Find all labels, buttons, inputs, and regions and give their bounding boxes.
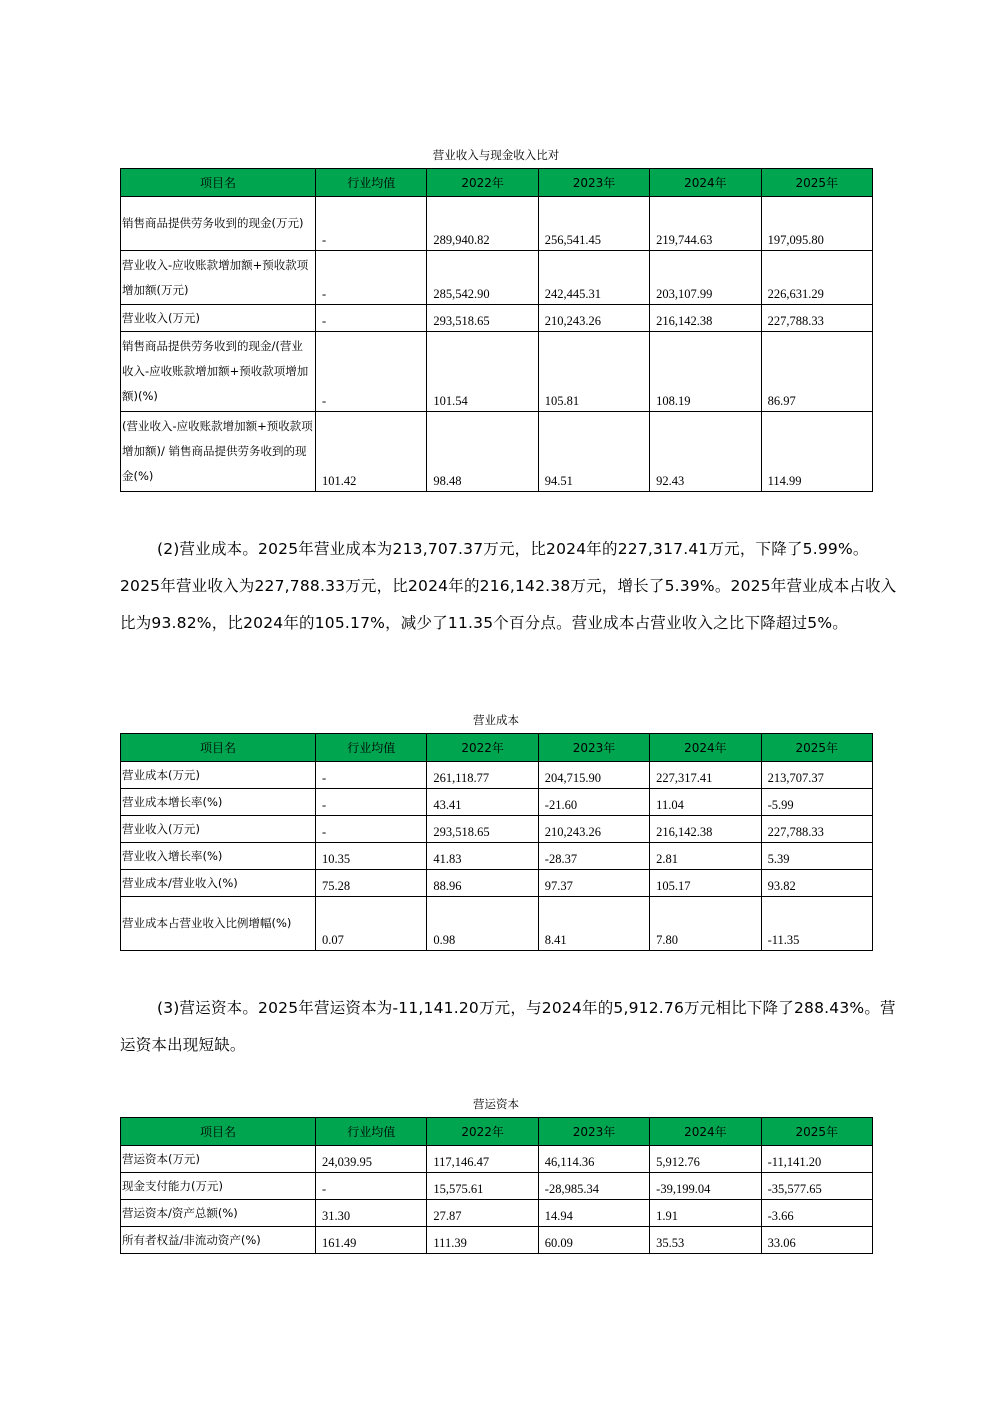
table-cell: 289,940.82 — [427, 197, 538, 251]
revenue-cash-table — [120, 168, 873, 492]
row-label: 营业收入-应收账款增加额+预收款项增加额(万元) — [121, 251, 316, 305]
table-cell: 210,243.26 — [538, 305, 649, 332]
table-cell: 216,142.38 — [650, 816, 761, 843]
table-cell: - — [316, 789, 427, 816]
table-row — [121, 897, 873, 951]
column-header: 2022年 — [427, 1118, 538, 1146]
table-cell: 35.53 — [650, 1227, 761, 1254]
table2-caption: 营业成本 — [473, 713, 519, 727]
table-cell: 114.99 — [761, 412, 872, 492]
row-label: 所有者权益/非流动资产(%) — [121, 1227, 316, 1254]
table-cell: 33.06 — [761, 1227, 872, 1254]
table-cell: 93.82 — [761, 870, 872, 897]
column-header: 项目名 — [121, 169, 316, 197]
table-cell: 75.28 — [316, 870, 427, 897]
column-header: 2023年 — [538, 169, 649, 197]
paragraph-operating-cost — [120, 531, 900, 642]
column-header: 2022年 — [427, 169, 538, 197]
table-row — [121, 305, 873, 332]
column-header: 项目名 — [121, 734, 316, 762]
table-cell: 101.42 — [316, 412, 427, 492]
table-cell: 0.98 — [427, 897, 538, 951]
row-label: 销售商品提供劳务收到的现金(万元) — [121, 197, 316, 251]
table-cell: 10.35 — [316, 843, 427, 870]
table-cell: 8.41 — [538, 897, 649, 951]
table-cell: 226,631.29 — [761, 251, 872, 305]
table-cell: 27.87 — [427, 1200, 538, 1227]
header-row — [121, 1118, 873, 1146]
table-cell: 213,707.37 — [761, 762, 872, 789]
column-header: 2023年 — [538, 1118, 649, 1146]
table-cell: 98.48 — [427, 412, 538, 492]
row-label: 营业成本/营业收入(%) — [121, 870, 316, 897]
table-cell: 5.39 — [761, 843, 872, 870]
table-cell: 216,142.38 — [650, 305, 761, 332]
row-label: (营业收入-应收账款增加额+预收款项增加额)/ 销售商品提供劳务收到的现金(%) — [121, 412, 316, 492]
column-header: 2025年 — [761, 734, 872, 762]
table-cell: 293,518.65 — [427, 305, 538, 332]
column-header: 2024年 — [650, 169, 761, 197]
column-header: 2025年 — [761, 1118, 872, 1146]
table-cell: 24,039.95 — [316, 1146, 427, 1173]
table-row — [121, 251, 873, 305]
table-cell: 227,317.41 — [650, 762, 761, 789]
table-row — [121, 332, 873, 412]
table-cell: 285,542.90 — [427, 251, 538, 305]
row-label: 营业成本(万元) — [121, 762, 316, 789]
table-cell: 46,114.36 — [538, 1146, 649, 1173]
table-cell: 86.97 — [761, 332, 872, 412]
table-cell: -21.60 — [538, 789, 649, 816]
table-cell: 88.96 — [427, 870, 538, 897]
table-row — [121, 870, 873, 897]
row-label: 营运资本(万元) — [121, 1146, 316, 1173]
table-row — [121, 789, 873, 816]
table-row — [121, 816, 873, 843]
table-cell: 261,118.77 — [427, 762, 538, 789]
table-cell: -39,199.04 — [650, 1173, 761, 1200]
table-cell: -35,577.65 — [761, 1173, 872, 1200]
row-label: 营业成本占营业收入比例增幅(%) — [121, 897, 316, 951]
table-cell: 108.19 — [650, 332, 761, 412]
table-cell: 31.30 — [316, 1200, 427, 1227]
table-cell: -3.66 — [761, 1200, 872, 1227]
working-capital-table — [120, 1117, 873, 1254]
table-cell: -5.99 — [761, 789, 872, 816]
table-cell: 227,788.33 — [761, 305, 872, 332]
column-header: 2023年 — [538, 734, 649, 762]
table-cell: 210,243.26 — [538, 816, 649, 843]
column-header: 2024年 — [650, 1118, 761, 1146]
table1-caption: 营业收入与现金收入比对 — [432, 148, 560, 162]
column-header: 行业均值 — [316, 169, 427, 197]
table-row — [121, 197, 873, 251]
table-cell: 1.91 — [650, 1200, 761, 1227]
table-cell: 117,146.47 — [427, 1146, 538, 1173]
column-header: 2024年 — [650, 734, 761, 762]
table-cell: 15,575.61 — [427, 1173, 538, 1200]
table-cell: - — [316, 762, 427, 789]
row-label: 营运资本/资产总额(%) — [121, 1200, 316, 1227]
table-cell: 204,715.90 — [538, 762, 649, 789]
table-cell: 94.51 — [538, 412, 649, 492]
table-cell: -28,985.34 — [538, 1173, 649, 1200]
paragraph-working-capital-text: (3)营运资本。2025年营运资本为-11,141.20万元，与2024年的5,912.76万元相比下降了288.43%。营运资本出现短缺。 — [120, 999, 896, 1054]
table-row — [121, 1200, 873, 1227]
row-label: 营业收入(万元) — [121, 816, 316, 843]
table-cell: 111.39 — [427, 1227, 538, 1254]
paragraph-working-capital — [120, 990, 900, 1064]
table-row — [121, 1173, 873, 1200]
table-cell: 105.81 — [538, 332, 649, 412]
row-label: 营业成本增长率(%) — [121, 789, 316, 816]
table-cell: 105.17 — [650, 870, 761, 897]
column-header: 项目名 — [121, 1118, 316, 1146]
column-header: 行业均值 — [316, 1118, 427, 1146]
operating-cost-table — [120, 733, 873, 951]
table-row — [121, 843, 873, 870]
table-row — [121, 412, 873, 492]
table-cell: 41.83 — [427, 843, 538, 870]
table-cell: 92.43 — [650, 412, 761, 492]
table-cell: 203,107.99 — [650, 251, 761, 305]
table-cell: 161.49 — [316, 1227, 427, 1254]
table-cell: 97.37 — [538, 870, 649, 897]
column-header: 2025年 — [761, 169, 872, 197]
table-cell: 256,541.45 — [538, 197, 649, 251]
column-header: 2022年 — [427, 734, 538, 762]
table-cell: 101.54 — [427, 332, 538, 412]
table-cell: 293,518.65 — [427, 816, 538, 843]
table-cell: 219,744.63 — [650, 197, 761, 251]
table-cell: 11.04 — [650, 789, 761, 816]
table-cell: 242,445.31 — [538, 251, 649, 305]
table-row — [121, 762, 873, 789]
table-cell: 227,788.33 — [761, 816, 872, 843]
header-row — [121, 734, 873, 762]
table-cell: - — [316, 197, 427, 251]
table3-caption: 营运资本 — [473, 1097, 519, 1111]
table-cell: 7.80 — [650, 897, 761, 951]
table-cell: 60.09 — [538, 1227, 649, 1254]
paragraph-operating-cost-text: (2)营业成本。2025年营业成本为213,707.37万元，比2024年的227,317.41万元，下降了5.99%。2025年营业收入为227,788.33万元，比2024年的216,142.38万元，增长了5.39%。2025年营业成本占收入比为93.82%，比2024年的105.17%，减少了11.35个百分点。营业成本占营业收入之比下降超过5%。 — [120, 540, 897, 632]
header-row — [121, 169, 873, 197]
row-label: 营业收入增长率(%) — [121, 843, 316, 870]
table-cell: 14.94 — [538, 1200, 649, 1227]
row-label: 现金支付能力(万元) — [121, 1173, 316, 1200]
table-cell: 2.81 — [650, 843, 761, 870]
table-cell: 197,095.80 — [761, 197, 872, 251]
row-label: 销售商品提供劳务收到的现金/(营业收入-应收账款增加额+预收款项增加额)(%) — [121, 332, 316, 412]
row-label: 营业收入(万元) — [121, 305, 316, 332]
table-cell: 43.41 — [427, 789, 538, 816]
table-cell: -28.37 — [538, 843, 649, 870]
table-cell: - — [316, 251, 427, 305]
table-row — [121, 1146, 873, 1173]
table-cell: - — [316, 1173, 427, 1200]
table-cell: - — [316, 305, 427, 332]
table-cell: - — [316, 332, 427, 412]
table-cell: - — [316, 816, 427, 843]
table-cell: -11,141.20 — [761, 1146, 872, 1173]
table-cell: 5,912.76 — [650, 1146, 761, 1173]
table-row — [121, 1227, 873, 1254]
column-header: 行业均值 — [316, 734, 427, 762]
table-cell: -11.35 — [761, 897, 872, 951]
table-cell: 0.07 — [316, 897, 427, 951]
